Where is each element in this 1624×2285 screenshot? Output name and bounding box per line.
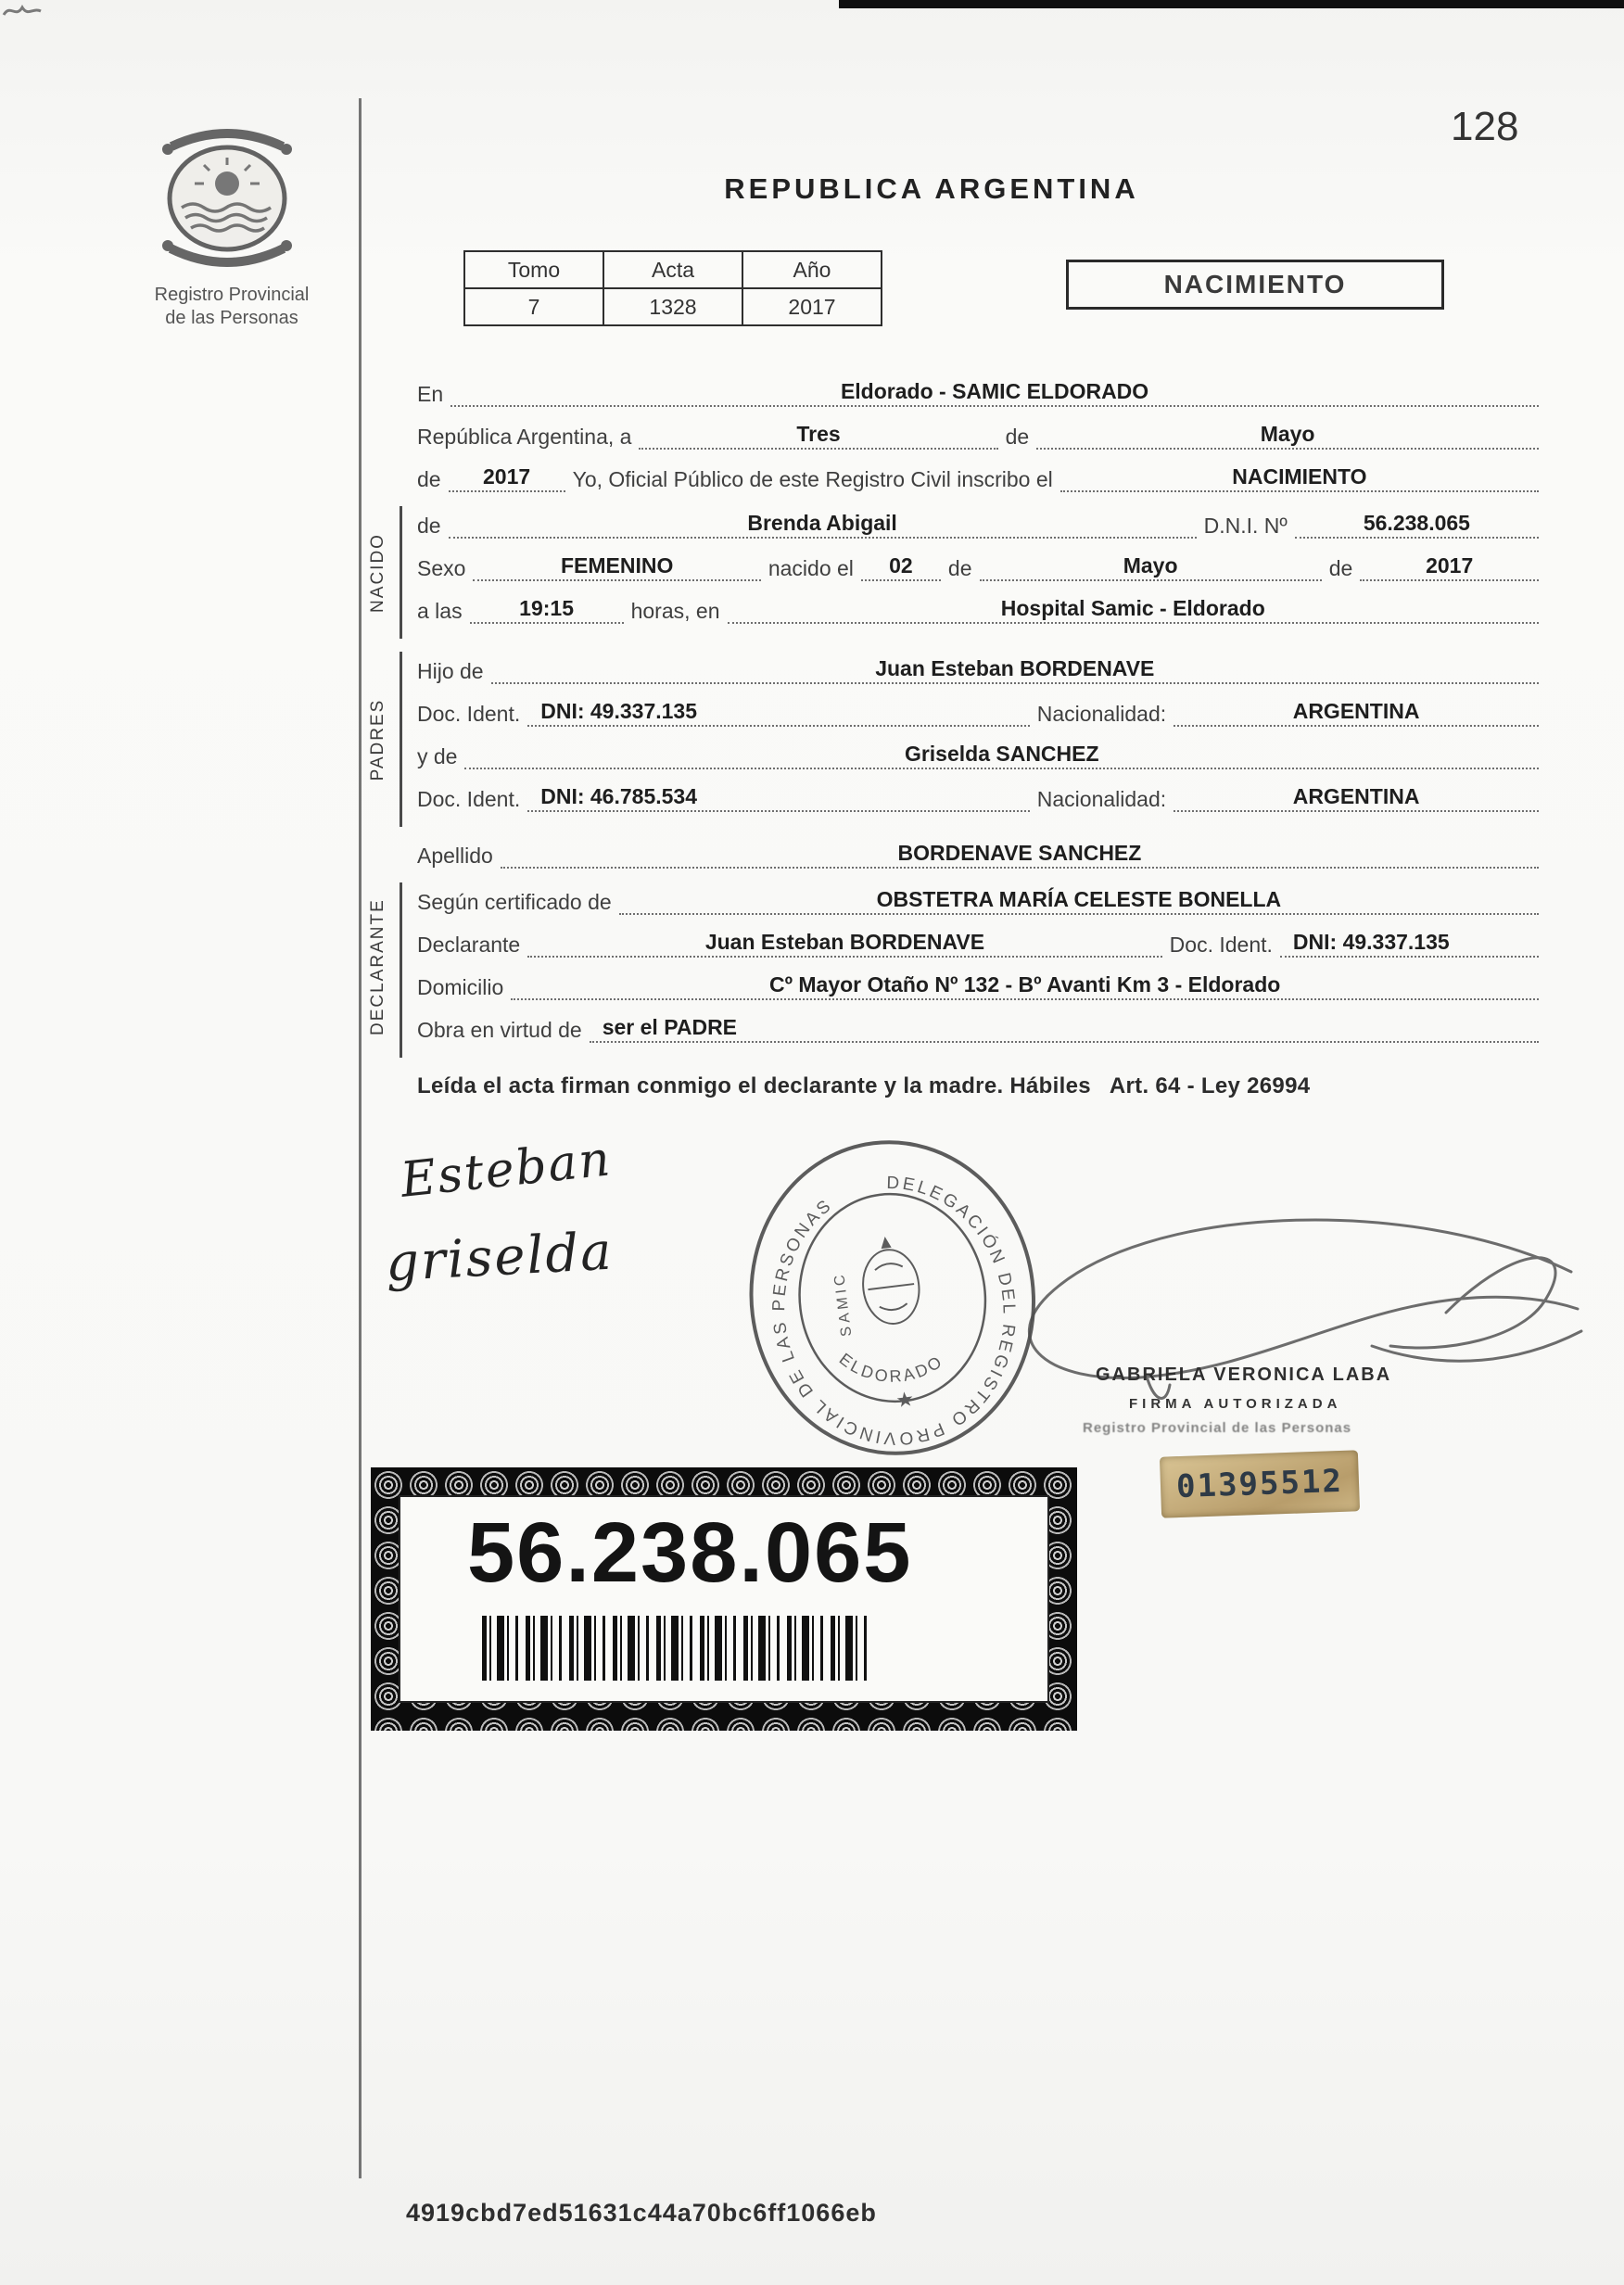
field-value-dni: 56.238.065 [1295,510,1539,539]
field-row-madre-doc [417,783,1539,812]
official-name: GABRIELA VERONICA LABA [1096,1365,1392,1385]
document-title: REPUBLICA ARGENTINA [724,172,1139,205]
field-value-padre-dni: DNI: 49.337.135 [527,698,1030,727]
field-label: Doc. Ident. [417,787,521,811]
mother-handwritten-signature: griselda [384,1221,615,1294]
field-label: En [417,382,444,406]
field-value-domicilio: Cº Mayor Otaño Nº 132 - Bº Avanti Km 3 - Eldorado [511,971,1539,1000]
field-row-nombre [417,510,1539,539]
stamp-side-text: SAMIC [831,1270,856,1338]
field-label: horas, en [630,599,720,623]
official-org-line: Registro Provincial de las Personas [1083,1420,1352,1436]
field-row-apellido [417,840,1539,869]
round-stamp [720,1111,1065,1487]
field-row-en [417,378,1539,407]
page-number: 128 [1451,104,1519,149]
field-label: Apellido [417,844,493,868]
field-row-domicilio [417,971,1539,1000]
field-value-certificado: OBSTETRA MARÍA CELESTE BONELLA [619,886,1539,915]
field-value-mes-nac: Mayo [980,552,1322,581]
security-sticker [371,1467,1077,1731]
record-table-value-row [464,288,882,325]
field-value-mes: Mayo [1036,421,1539,450]
field-value-sexo: FEMENINO [473,552,760,581]
org-name-line1: Registro Provincial [154,285,310,305]
section-declarante [368,882,1539,1058]
field-row-padre [417,655,1539,684]
record-table-header-tomo: Tomo [464,251,603,288]
field-label: de [1328,556,1353,580]
field-value-padre-nac: ARGENTINA [1174,698,1539,727]
field-row-certificado [417,886,1539,915]
record-table-header-acta: Acta [603,251,742,288]
record-table-header-anio: Año [742,251,882,288]
left-margin-rule [359,98,362,2178]
field-value-lugar: Eldorado - SAMIC ELDORADO [450,378,1539,407]
field-label: Sexo [417,556,466,580]
field-label: Yo, Oficial Público de este Registro Civil inscribo el [572,467,1053,491]
field-value-anio-nac: 2017 [1360,552,1539,581]
field-value-declarante: Juan Esteban BORDENAVE [527,929,1161,958]
field-label: Nacionalidad: [1036,787,1167,811]
field-label: Según certificado de [417,890,612,914]
field-label: de [417,514,441,538]
org-name [130,284,334,330]
field-label: de [947,556,972,580]
field-value-madre-nac: ARGENTINA [1174,783,1539,812]
field-value-padre: Juan Esteban BORDENAVE [491,655,1539,684]
stamp-star-icon: ★ [894,1387,916,1413]
scan-artifact-corner-mark [2,2,43,22]
field-label: Obra en virtud de [417,1018,582,1042]
record-type-box: NACIMIENTO [1066,260,1444,310]
provincial-seal-logo [148,117,306,279]
sticker-dni-number: 56.238.065 [467,1505,913,1600]
serial-foil-sticker: 01395512 [1160,1450,1360,1517]
field-value-lugar-nac: Hospital Samic - Eldorado [728,595,1540,624]
field-value-hora: 19:15 [470,595,624,624]
section-nacido [368,506,1539,639]
scan-hash-text: 4919cbd7ed51631c44a70bc6ff1066eb [406,2199,877,2227]
field-value-declarante-dni: DNI: 49.337.135 [1280,929,1539,958]
field-label: y de [417,744,458,768]
stamp-ring-text: DELEGACIÓN DEL REGISTRO PROVINCIAL DE LAS PERSONAS [769,1173,1019,1449]
section-label-nacido: NACIDO [368,532,387,613]
closing-statement: Leída el acta firman conmigo el declarante y la madre. Hábiles Art. 64 - Ley 26994 [417,1073,1311,1098]
record-table [463,250,882,326]
field-value-nombre: Brenda Abigail [449,510,1197,539]
record-table-value-acta: 1328 [603,288,742,325]
field-label: nacido el [768,556,854,580]
field-value-madre-dni: DNI: 46.785.534 [527,783,1030,812]
field-row-inscribo [417,463,1539,492]
official-authorized-line: FIRMA AUTORIZADA [1129,1396,1342,1412]
field-label: Doc. Ident. [1169,933,1273,957]
field-row-sexo [417,552,1539,581]
field-value-virtud: ser el PADRE [590,1014,1539,1043]
field-value-dia: Tres [639,421,997,450]
scan-artifact-top-bar [839,0,1624,8]
acta-form [368,378,1539,1102]
section-label-declarante: DECLARANTE [368,897,387,1035]
field-label: República Argentina, a [417,425,632,449]
field-label: Domicilio [417,975,504,999]
record-table-header-row [464,251,882,288]
field-value-madre: Griselda SANCHEZ [464,741,1539,769]
org-name-line2: de las Personas [165,308,298,328]
field-label: Declarante [417,933,521,957]
field-row-fecha [417,421,1539,450]
field-value-tipo-acta: NACIMIENTO [1060,463,1539,492]
record-table-value-tomo: 7 [464,288,603,325]
field-value-anio: 2017 [449,463,565,492]
field-value-apellido: BORDENAVE SANCHEZ [501,840,1539,869]
field-label: de [417,467,441,491]
field-value-dia-nac: 02 [861,552,941,581]
field-row-virtud [417,1014,1539,1043]
field-row-madre [417,741,1539,769]
field-row-padre-doc [417,698,1539,727]
declarant-handwritten-signature: Esteban [398,1131,615,1209]
field-label: Nacionalidad: [1036,702,1167,726]
record-table-value-anio: 2017 [742,288,882,325]
field-row-hora [417,595,1539,624]
field-row-declarante [417,929,1539,958]
section-padres [368,652,1539,827]
barcode [482,1616,871,1681]
section-label-padres: PADRES [368,698,387,781]
field-label: a las [417,599,463,623]
field-label: D.N.I. Nº [1203,514,1288,538]
field-label: Doc. Ident. [417,702,521,726]
field-label: Hijo de [417,659,484,683]
field-label: de [1005,425,1030,449]
security-sticker-inner [399,1495,1049,1703]
stamp-bottom-text: ELDORADO [835,1349,947,1386]
